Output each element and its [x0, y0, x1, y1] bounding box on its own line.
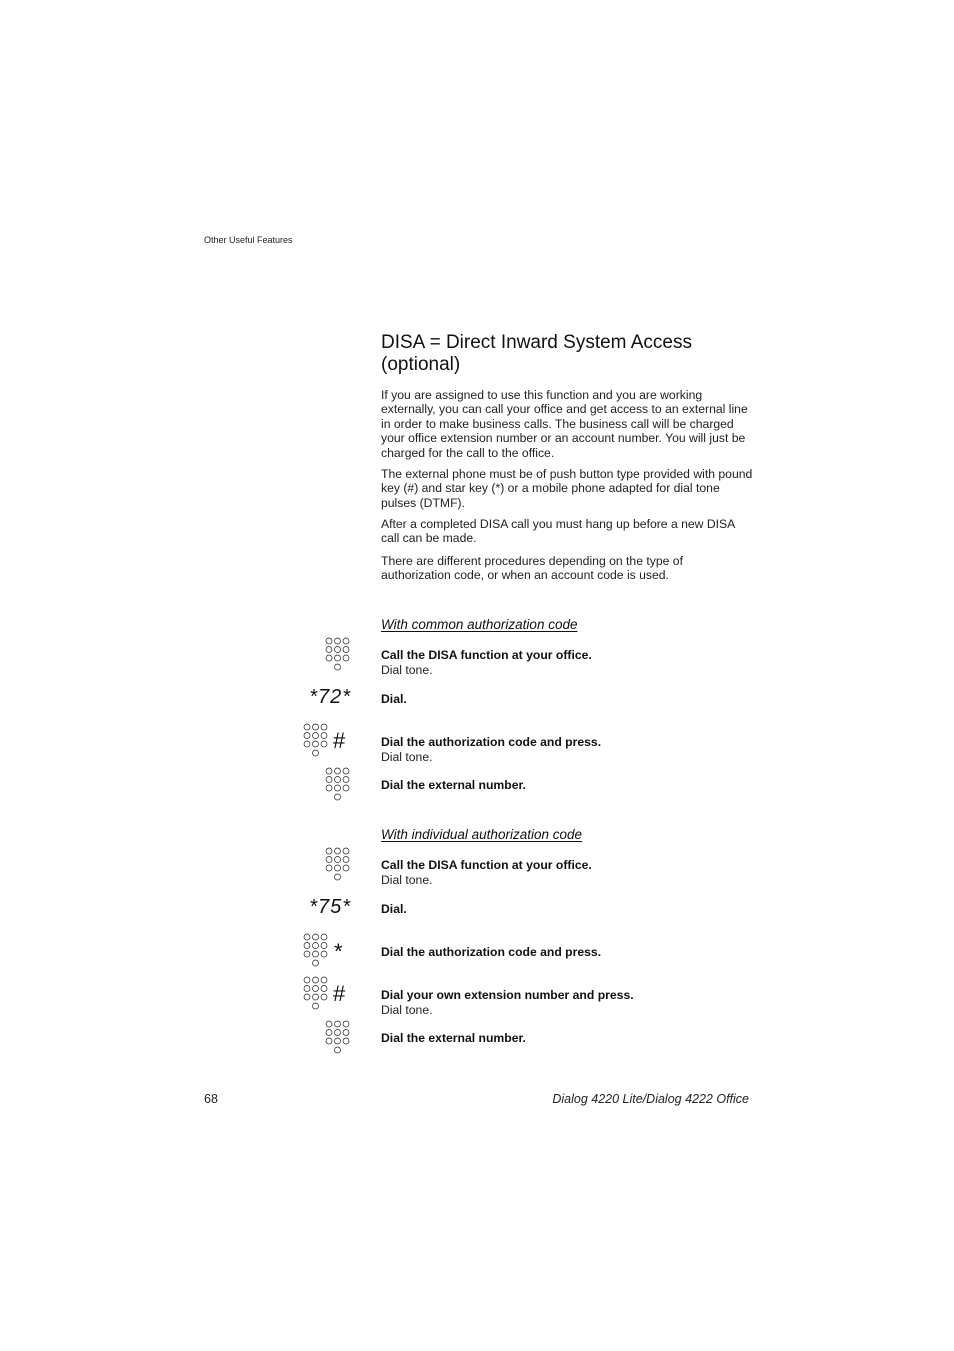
step-own-extension: Dial your own extension number and press. Dial tone. [381, 988, 634, 1017]
step-auth-code-2: Dial the authorization code and press. [381, 945, 602, 959]
dial-code-72: *72* [309, 686, 351, 708]
pound-key-icon: # [333, 981, 346, 1006]
intro-paragraph-2: The external phone must be of push button type provided with pound key (#) and star key (*) or a mobile phone adapted for dial tone pulses (DTMF). [381, 467, 753, 510]
pound-key-icon: # [333, 728, 346, 753]
step-dial-1: Dial. [381, 692, 407, 706]
step-dial-2: Dial. [381, 902, 407, 916]
running-header: Other Useful Features [204, 235, 293, 245]
intro-paragraph-4: There are different procedures depending on the type of authorization code, or when an account code is used. [381, 554, 683, 583]
keypad-icon [325, 1020, 351, 1056]
star-key-icon: * [334, 939, 343, 964]
step-call-disa-1: Call the DISA function at your office. Dial tone. [381, 648, 592, 677]
keypad-icon [325, 637, 351, 673]
section-heading-common: With common authorization code [381, 617, 578, 632]
dial-code-75: *75* [309, 896, 351, 918]
keypad-icon [325, 847, 351, 883]
section-heading-individual: With individual authorization code [381, 827, 582, 842]
keypad-icon [325, 767, 351, 803]
keypad-icon [303, 723, 329, 759]
intro-paragraph-3: After a completed DISA call you must hang up before a new DISA call can be made. [381, 517, 735, 546]
keypad-icon [303, 933, 329, 969]
keypad-icon [303, 976, 329, 1012]
page-number: 68 [204, 1092, 218, 1106]
product-name: Dialog 4220 Lite/Dialog 4222 Office [552, 1092, 749, 1106]
page-title: DISA = Direct Inward System Access (optional) [381, 332, 692, 375]
step-external-number-1: Dial the external number. [381, 778, 526, 792]
step-call-disa-2: Call the DISA function at your office. Dial tone. [381, 858, 592, 887]
step-external-number-2: Dial the external number. [381, 1031, 526, 1045]
intro-paragraph-1: If you are assigned to use this function and you are working externally, you can call your office and get access to an external line in order to make business calls. The business call will be charged your office extension number or an account number. You will just be charged for the call to the office. [381, 388, 748, 460]
step-auth-code-1: Dial the authorization code and press. Dial tone. [381, 735, 602, 764]
